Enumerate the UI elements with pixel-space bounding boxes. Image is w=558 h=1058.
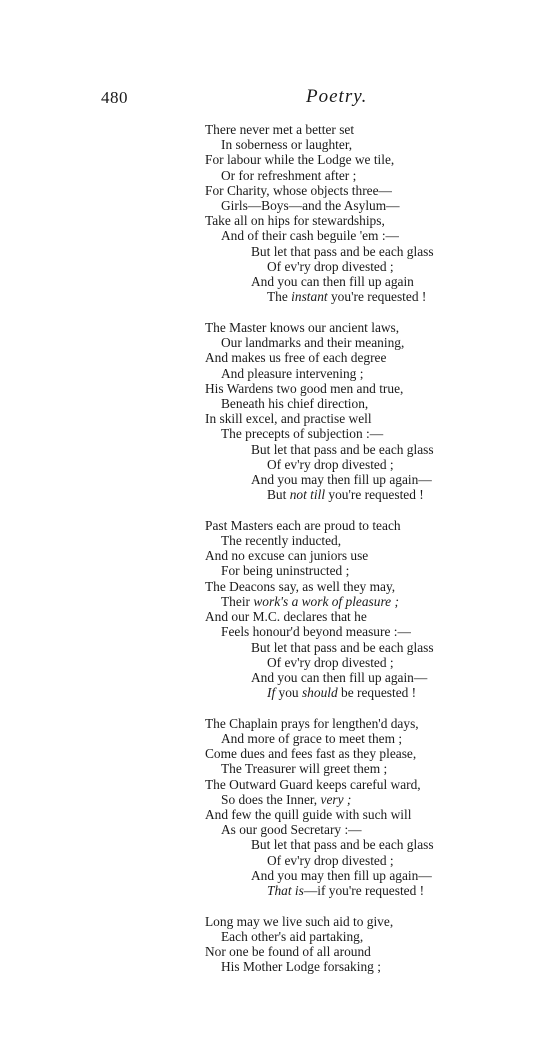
verse-line: [205, 548, 545, 563]
line-text: And of their cash beguile 'em :—: [221, 228, 399, 244]
verse-line: [205, 198, 545, 213]
line-text: Come dues and fees fast as they please,: [205, 746, 417, 762]
line-text: But let that pass and be each glass: [251, 441, 434, 457]
verse-line: [205, 777, 545, 792]
line-text: be requested !: [337, 685, 417, 701]
italic-text: should: [301, 685, 338, 701]
verse-line: [205, 259, 545, 274]
line-text: And you may then fill up again—: [251, 867, 432, 883]
line-text: The Master knows our ancient laws,: [205, 319, 400, 335]
line-text: And pleasure intervening ;: [221, 365, 364, 381]
line-text: And our M.C. declares that he: [205, 609, 367, 625]
verse-line: [205, 244, 545, 259]
verse-line: [205, 563, 545, 578]
italic-text: work's a work of pleasure ;: [253, 593, 399, 609]
verse-line: [205, 624, 545, 639]
verse-line: [205, 655, 545, 670]
verse-line: [205, 137, 545, 152]
stanza: [205, 716, 545, 898]
line-text: Past Masters each are proud to teach: [205, 517, 401, 533]
line-text: In soberness or laughter,: [221, 137, 353, 153]
running-head: Poetry.: [306, 86, 368, 107]
line-text: Of ev'ry drop divested ;: [267, 456, 394, 472]
verse-line: [205, 274, 545, 289]
line-text: The Chaplain prays for lengthen'd days,: [205, 715, 419, 731]
line-text: But let that pass and be each glass: [251, 243, 434, 259]
verse-line: [205, 716, 545, 731]
verse-line: [205, 213, 545, 228]
verse-line: [205, 883, 545, 898]
line-text: Of ev'ry drop divested ;: [267, 258, 394, 274]
line-text: Their: [221, 593, 254, 609]
verse-line: [205, 746, 545, 761]
line-text: And you can then fill up again: [251, 274, 414, 290]
verse-line: [205, 868, 545, 883]
verse-line: [205, 366, 545, 381]
verse-line: [205, 350, 545, 365]
stanza: [205, 914, 545, 975]
line-text: Nor one be found of all around: [205, 944, 371, 960]
line-text: Take all on hips for stewardships,: [205, 213, 385, 229]
verse-line: [205, 228, 545, 243]
verse-line: [205, 685, 545, 700]
line-text: But let that pass and be each glass: [251, 837, 434, 853]
line-text: Girls—Boys—and the Asylum—: [221, 198, 400, 214]
verse-line: [205, 320, 545, 335]
line-text: Each other's aid partaking,: [221, 928, 364, 944]
verse-line: [205, 168, 545, 183]
verse-line: [205, 822, 545, 837]
line-text: —if you're requested !: [303, 883, 425, 899]
verse-line: [205, 761, 545, 776]
line-text: Of ev'ry drop divested ;: [267, 852, 394, 868]
verse-line: [205, 853, 545, 868]
line-text: you're requested !: [325, 487, 424, 503]
verse-line: [205, 944, 545, 959]
verse-line: [205, 381, 545, 396]
italic-text: If: [267, 685, 276, 701]
verse-line: [205, 289, 545, 304]
line-text: And no excuse can juniors use: [205, 548, 369, 564]
verse-line: [205, 152, 545, 167]
line-text: In skill excel, and practise well: [205, 411, 372, 427]
italic-text: very ;: [320, 791, 352, 807]
poem: [205, 122, 545, 990]
line-text: Beneath his chief direction,: [221, 395, 369, 411]
line-text: And you may then fill up again—: [251, 471, 432, 487]
line-text: Long may we live such aid to give,: [205, 913, 394, 929]
line-text: His Mother Lodge forsaking ;: [221, 959, 381, 975]
line-text: Of ev'ry drop divested ;: [267, 654, 394, 670]
verse-line: [205, 122, 545, 137]
line-text: But: [267, 487, 290, 503]
verse-line: [205, 487, 545, 502]
line-text: Feels honour'd beyond measure :—: [221, 624, 411, 640]
verse-line: [205, 396, 545, 411]
line-text: And you can then fill up again—: [251, 669, 428, 685]
verse-line: [205, 426, 545, 441]
verse-line: [205, 472, 545, 487]
verse-line: [205, 335, 545, 350]
line-text: you're requested !: [327, 289, 427, 305]
line-text: The recently inducted,: [221, 533, 342, 549]
line-text: And few the quill guide with such will: [205, 807, 412, 823]
line-text: And makes us free of each degree: [205, 350, 387, 366]
line-text: There never met a better set: [205, 122, 355, 137]
verse-line: [205, 442, 545, 457]
verse-line: [205, 609, 545, 624]
page-number: 480: [101, 88, 128, 107]
stanza: [205, 122, 545, 304]
line-text: The Outward Guard keeps careful ward,: [205, 776, 421, 792]
verse-line: [205, 959, 545, 974]
line-text: For being uninstructed ;: [221, 563, 350, 579]
verse-line: [205, 518, 545, 533]
verse-line: [205, 837, 545, 852]
line-text: For labour while the Lodge we tile,: [205, 152, 395, 168]
line-text: you: [275, 685, 302, 701]
verse-line: [205, 594, 545, 609]
line-text: The precepts of subjection :—: [221, 426, 384, 442]
verse-line: [205, 579, 545, 594]
stanza: [205, 518, 545, 700]
line-text: As our good Secretary :—: [221, 822, 362, 838]
verse-line: [205, 457, 545, 472]
line-text: The Treasurer will greet them ;: [221, 761, 388, 777]
line-text: So does the Inner,: [221, 791, 321, 807]
line-text: The: [267, 289, 292, 305]
verse-line: [205, 640, 545, 655]
line-text: The Deacons say, as well they may,: [205, 578, 396, 594]
verse-line: [205, 670, 545, 685]
line-text: Our landmarks and their meaning,: [221, 335, 405, 351]
verse-line: [205, 807, 545, 822]
italic-text: instant: [291, 289, 328, 305]
line-text: Or for refreshment after ;: [221, 167, 357, 183]
verse-line: [205, 183, 545, 198]
verse-line: [205, 792, 545, 807]
verse-line: [205, 731, 545, 746]
line-text: For Charity, whose objects three—: [205, 182, 392, 198]
verse-line: [205, 411, 545, 426]
line-text: And more of grace to meet them ;: [221, 731, 403, 747]
italic-text: That is: [267, 883, 304, 899]
stanza: [205, 320, 545, 502]
line-text: His Wardens two good men and true,: [205, 380, 404, 396]
italic-text: not till: [289, 487, 326, 503]
verse-line: [205, 533, 545, 548]
line-text: But let that pass and be each glass: [251, 639, 434, 655]
verse-line: [205, 929, 545, 944]
verse-line: [205, 914, 545, 929]
